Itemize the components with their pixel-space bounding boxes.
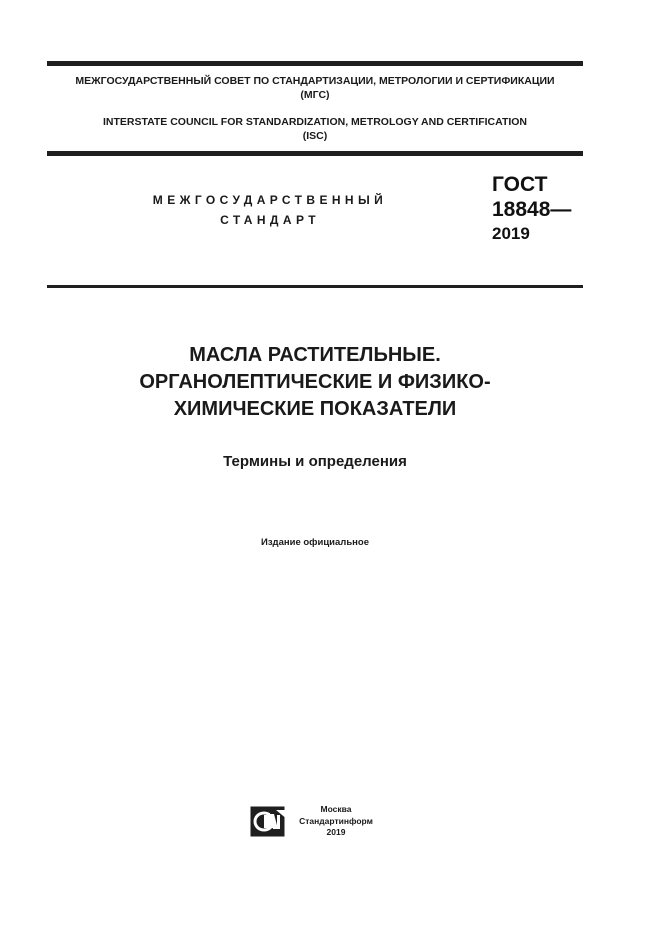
council-abbr-ru: (МГС) [300, 89, 330, 101]
publisher-year: 2019 [326, 827, 346, 837]
standard-type [120, 190, 420, 230]
document-title [100, 342, 530, 423]
gost-prefix: ГОСТ [492, 173, 548, 196]
publisher-name: Стандартинформ [299, 815, 373, 826]
title-line3: ХИМИЧЕСКИЕ ПОКАЗАТЕЛИ [173, 398, 457, 420]
document-subtitle: Термины и определения [223, 453, 407, 470]
top-rule [47, 61, 583, 66]
gost-year: 2019 [492, 224, 530, 243]
council-abbr-en: (ISC) [302, 130, 328, 142]
standard-type-line2: СТАНДАРТ [220, 213, 320, 227]
gost-number: 18848— [492, 198, 572, 221]
council-name-en-line: INTERSTATE COUNCIL FOR STANDARDIZATION, METROLOGY AND CERTIFICATION [102, 116, 528, 128]
council-name-en [47, 115, 583, 143]
standard-type-line1: МЕЖГОСУДАРСТВЕННЫЙ [152, 193, 388, 207]
middle-rule [47, 151, 583, 156]
title-line1: МАСЛА РАСТИТЕЛЬНЫЕ. [189, 344, 441, 366]
publisher-info [291, 804, 381, 839]
standartinform-logo-icon [250, 806, 285, 837]
council-name-ru-line: МЕЖГОСУДАРСТВЕННЫЙ СОВЕТ ПО СТАНДАРТИЗАЦИИ, МЕТРОЛОГИИ И СЕРТИФИКАЦИИ [75, 75, 555, 87]
section-rule [47, 285, 583, 288]
edition-note: Издание официальное [261, 537, 369, 548]
title-line2: ОРГАНОЛЕПТИЧЕСКИЕ И ФИЗИКО- [139, 371, 491, 393]
gost-designation [492, 172, 571, 246]
publisher-city: Москва [320, 804, 352, 814]
council-name-ru [47, 74, 583, 102]
